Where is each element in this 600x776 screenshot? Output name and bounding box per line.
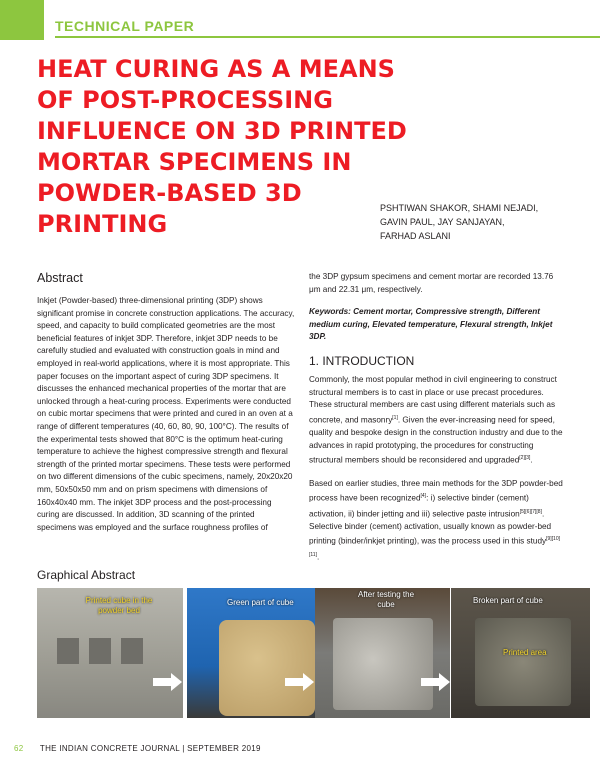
broken-cube — [475, 618, 571, 706]
page-footer — [14, 744, 261, 753]
photo-tested-cube — [315, 588, 450, 718]
right-column — [309, 271, 564, 564]
keywords-text: Cement mortar, Compressive strength, Different medium curing, Elevated temperature, Flexural strength, Inkjet 3DP. — [309, 307, 553, 342]
citation: [5][6][7][8] — [519, 508, 542, 515]
page-number: 62 — [14, 744, 24, 753]
author-line: GAVIN PAUL, JAY SANJAYAN, — [380, 217, 505, 227]
paper-title: HEAT CURING AS A MEANS OF POST-PROCESSING INFLUENCE ON 3D PRINTED MORTAR SPECIMENS IN POWDER-BASED 3D PRINTING — [37, 55, 407, 238]
graphical-abstract-heading: Graphical Abstract — [37, 568, 136, 582]
abstract-text-continued: the 3DP gypsum specimens and cement mortar are recorded 13.76 μm and 22.31 μm, respectively. — [309, 272, 554, 294]
photo-powder-bed — [37, 588, 183, 718]
intro-text: . Selective binder (cement) activation, usually known as powder-bed printing (binder/inkjet printing), was the process used in this study — [309, 509, 552, 547]
intro-text: . Given the ever-increasing need for speed, quality and bespoke design in the construction industry and due to the advances in rapid prototyping, the procedures for constructing structural members should be reconsidered and upgraded — [309, 415, 563, 465]
keywords-label: Keywords: — [309, 307, 351, 317]
abstract-text: Inkjet (Powder-based) three-dimensional printing (3DP) shows significant promise in concrete construction applications. The accuracy, speed, and capacity to build complicated geometries are the most beneficial features of inkjet 3DP. Therefore, inkjet 3DP needs to be carefully studied and evaluated with construction goals in mind and employed in real-world applications, where it is most appropriate. This paper focuses on the important aspect of curing 3DP specimens. It discusses the enhanced mechanical properties of the mortar that are unlocked through a heat-curing process. Experiments were conducted on cubic mortar specimens that were printed and cured in an oven at a range of different temperatures (40, 60, 80, 90, 100°C). The results of the experimental tests showed that 80°C is the optimum heat-curing temperature to achieve the highest compressive strength and flexural strength of the printed mortar specimens. These tests were performed on two different dimensions of the cubic specimens, namely, 20x20x20 mm, 50x50x50 mm and on prism specimens with dimensions of 160x40x40 mm. The inkjet 3DP process and the post-processing curing are discussed. In addition, 3D scanning of the printed specimens was employed and the surface roughness profiles of — [37, 296, 295, 532]
graphical-abstract-figure — [37, 588, 590, 718]
journal-name: THE INDIAN CONCRETE JOURNAL | SEPTEMBER 2019 — [39, 744, 261, 753]
intro-text: : i) selective binder (cement) activation, ii) binder jetting and iii) selective paste intrusion — [309, 493, 529, 519]
caption-printed-area: Printed area — [503, 648, 547, 657]
author-block — [380, 201, 580, 243]
introduction-paragraph — [309, 374, 564, 468]
caption-green-cube: Green part of cube — [227, 598, 294, 607]
caption-broken-cube: Broken part of cube — [473, 596, 543, 605]
tested-cube — [333, 618, 433, 710]
abstract-heading: Abstract — [37, 271, 83, 285]
section-tag: TECHNICAL PAPER — [55, 18, 195, 34]
printed-square — [57, 638, 79, 664]
citation: [1] — [392, 414, 398, 421]
header-rule — [55, 36, 600, 38]
printed-square — [121, 638, 143, 664]
citation: [9][10][11] — [309, 536, 561, 558]
caption-tested-cube: After testing the cube — [357, 590, 415, 609]
header-accent-bar — [0, 0, 44, 40]
keywords — [309, 306, 564, 344]
intro-text: . — [530, 456, 533, 465]
introduction-heading: 1. INTRODUCTION — [309, 353, 415, 368]
author-line: PSHTIWAN SHAKOR, SHAMI NEJADI, — [380, 203, 539, 213]
intro-text: Commonly, the most popular method in civil engineering to construct structural members is to cast in place or use precast procedures. These structural members are cast using different materials such as concrete, and masonry — [309, 374, 557, 425]
citation: [4] — [420, 493, 427, 500]
photo-broken-cube — [451, 588, 590, 718]
intro-text: Based on earlier studies, three main methods for the 3DP powder-bed process have been recognized — [309, 478, 563, 503]
green-cube — [219, 620, 315, 716]
author-line: FARHAD ASLANI — [380, 231, 451, 241]
introduction-paragraph — [309, 478, 564, 565]
citation: [2][3] — [519, 455, 531, 462]
printed-square — [89, 638, 111, 664]
intro-text: . — [316, 552, 320, 562]
left-column — [37, 271, 295, 534]
caption-powder-bed: Printed cube in the powder bed — [85, 596, 153, 615]
